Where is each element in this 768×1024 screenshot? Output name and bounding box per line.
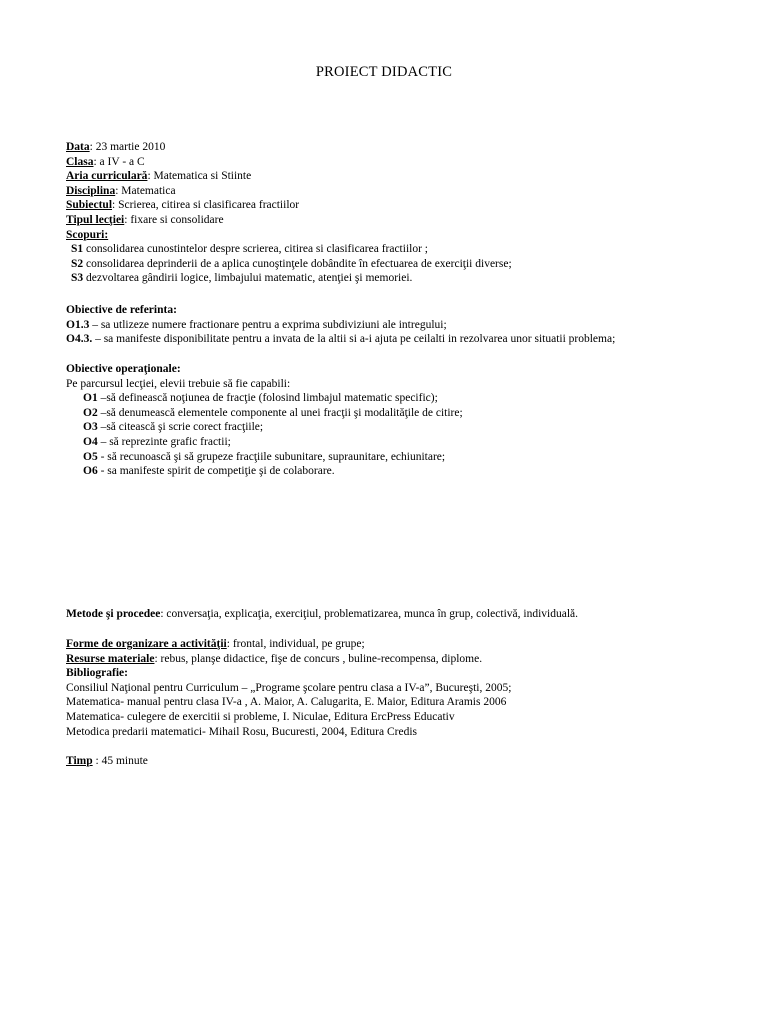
obiectiv-operational-item: O1 –să definească noţiunea de fracţie (folosind limbajul matematic specific); bbox=[83, 392, 438, 405]
field-forme: Forme de organizare a activităţii: frontal, individual, pe grupe; bbox=[66, 638, 365, 650]
obiectiv-referinta-item: O4.3. – sa manifeste disponibilitate pentru a invata de la altii si a-i ajuta pe ceilalti in rezolvarea unor situatii problema; bbox=[66, 333, 616, 346]
obiectiv-operational-item: O4 – să reprezinte grafic fractii; bbox=[83, 435, 231, 448]
field-tipul: Tipul lecţiei: fixare si consolidare bbox=[66, 213, 224, 226]
obiectiv-referinta-item: O1.3 – sa utlizeze numere fractionare pentru a exprima subdiviziuni ale intregului; bbox=[66, 318, 447, 331]
obiectiv-operational-item: O2 –să denumească elementele componente al unei fracţii şi modalităţile de citire; bbox=[83, 406, 463, 419]
bibliografie-item: Consiliul Naţional pentru Curriculum – „Programe şcolare pentru clasa a IV-a”, Bucureşti, 2005; bbox=[66, 681, 512, 694]
field-resurse: Resurse materiale: rebus, planşe didactice, fişe de concurs , buline-recompensa, diplome. bbox=[66, 652, 483, 665]
timp-section bbox=[66, 754, 746, 769]
scop-item: S2 consolidarea deprinderii de a aplica cunoştinţele dobândite în efectuarea de exerciţii diverse; bbox=[71, 257, 512, 270]
obiective-operationale bbox=[66, 362, 746, 479]
field-disciplina: Disciplina: Matematica bbox=[66, 184, 176, 197]
bibliografie-item: Metodica predarii matematici- Mihail Rosu, Bucuresti, 2004, Editura Credis bbox=[66, 725, 417, 738]
metode-section bbox=[66, 607, 746, 622]
field-metode: Metode şi procedee: conversaţia, explicaţia, exerciţiul, problematizarea, munca în grup, colectivă, individuală. bbox=[66, 608, 578, 620]
bibliografie-heading: Bibliografie: bbox=[66, 667, 128, 680]
obiective-referinta-heading: Obiective de referinta: bbox=[66, 304, 177, 316]
resources-section bbox=[66, 637, 746, 739]
obiective-operationale-intro: Pe parcursul lecţiei, elevii trebuie să fie capabili: bbox=[66, 377, 291, 390]
scop-item: S3 dezvoltarea gândirii logice, limbajului matematic, atenţiei şi memoriei. bbox=[71, 272, 413, 285]
field-aria: Aria curriculară: Matematica si Stiinte bbox=[66, 170, 252, 183]
scop-item: S1 consolidarea cunostintelor despre scrierea, citirea si clasificarea fractiilor ; bbox=[71, 243, 428, 256]
obiectiv-operational-item: O3 –să citească şi scrie corect fracţiile; bbox=[83, 421, 264, 434]
field-timp: Timp : 45 minute bbox=[66, 755, 148, 767]
field-subiectul: Subiectul: Scrierea, citirea si clasificarea fractiilor bbox=[66, 199, 300, 212]
obiective-operationale-heading: Obiective operaţionale: bbox=[66, 363, 181, 375]
field-data: Data: 23 martie 2010 bbox=[66, 141, 166, 153]
obiectiv-operational-item: O5 - să recunoască şi să grupeze fracţiile subunitare, supraunitare, echiunitare; bbox=[83, 450, 446, 463]
scopuri-heading: Scopuri: bbox=[66, 228, 109, 241]
document-title: PROIECT DIDACTIC bbox=[315, 64, 453, 80]
obiective-referinta bbox=[66, 303, 746, 347]
lesson-info bbox=[66, 140, 746, 286]
obiectiv-operational-item: O6 - sa manifeste spirit de competiţie şi de colaborare. bbox=[83, 465, 335, 478]
bibliografie-item: Matematica- manual pentru clasa IV-a , A. Maior, A. Calugarita, E. Maior, Editura Aramis 2006 bbox=[66, 696, 507, 709]
bibliografie-item: Matematica- culegere de exercitii si probleme, I. Niculae, Editura ErcPress Educativ bbox=[66, 710, 455, 723]
field-clasa: Clasa: a IV - a C bbox=[66, 155, 145, 168]
